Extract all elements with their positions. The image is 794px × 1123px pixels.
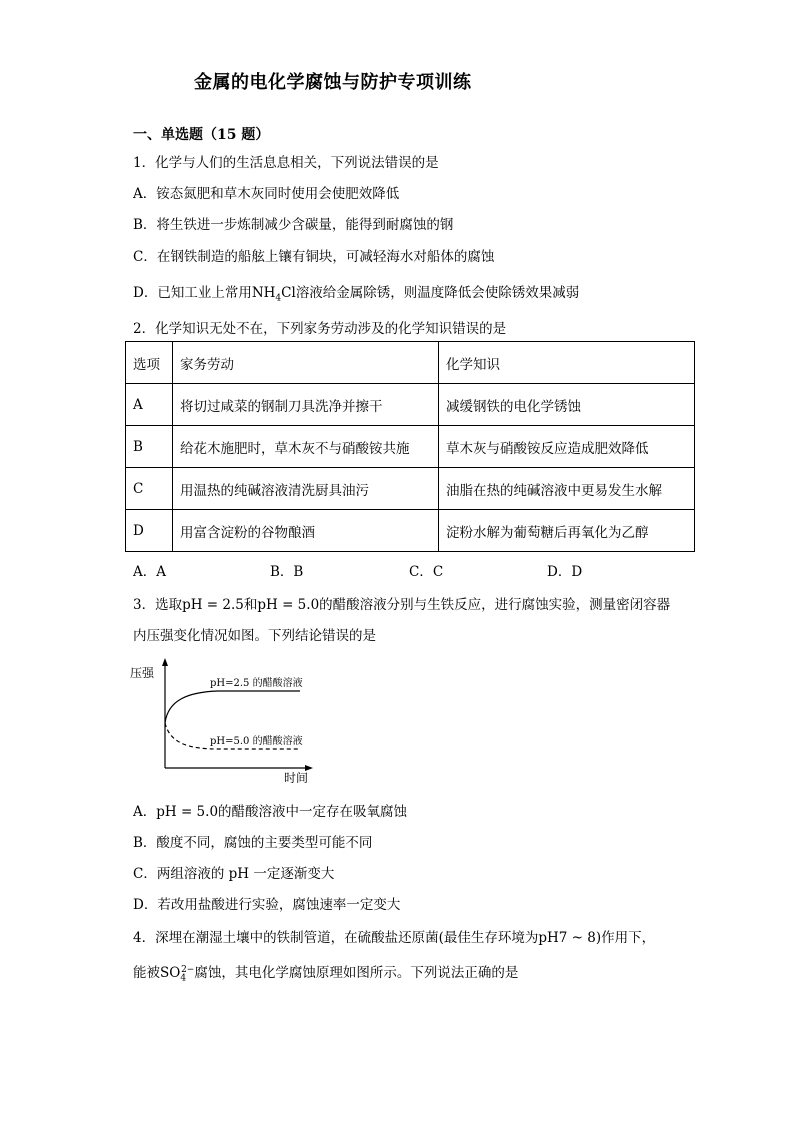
table-row (126, 510, 695, 552)
q3-stem-line2: 内压强变化情况如图。下列结论错误的是 (133, 628, 376, 644)
q2-option-c: C．C (409, 564, 444, 580)
q2-option-d: D．D (547, 564, 583, 580)
q2-table (125, 341, 695, 552)
ph-range: pH7 ~ 8 (538, 930, 596, 946)
table-row (126, 426, 695, 468)
cell-chore: 给花木施肥时，草木灰不与硝酸铵共施 (173, 426, 439, 468)
ph-value-1: pH = 2.5 (182, 597, 244, 613)
nh4cl-formula: $NH_4Cl$ (251, 285, 296, 304)
ph-value-2: pH = 5.0 (257, 597, 320, 613)
cell-knowledge: 油脂在热的纯碱溶液中更易发生水解 (439, 468, 695, 510)
cell-knowledge: 减缓钢铁的电化学锈蚀 (439, 384, 695, 426)
cell-knowledge: 草木灰与硝酸铵反应造成肥效降低 (439, 426, 695, 468)
q1-option-a: A．铵态氮肥和草木灰同时使用会使肥效降低 (133, 186, 400, 202)
q3-option-d: D．若改用盐酸进行实验，腐蚀速率一定变大 (133, 897, 401, 913)
cell-option: B (126, 426, 173, 468)
cell-option: C (126, 468, 173, 510)
q1-d-suffix: 溶液给金属除锈，则温度降低会使除锈效果减弱 (295, 285, 580, 301)
header-option: 选项 (126, 342, 173, 384)
pressure-time-chart (128, 655, 318, 783)
q4-stem-line1: 4．深埋在潮湿土壤中的铁制管道，在硫酸盐还原菌(最佳生存环境为pH7 ~ 8)作用下， (133, 930, 656, 946)
page-title: 金属的电化学腐蚀与防护专项训练 (194, 72, 472, 93)
q3-option-c: C．两组溶液的 pH 一定逐渐变大 (133, 866, 335, 882)
series-label-ph25: pH=2.5 的醋酸溶液 (210, 678, 303, 689)
q2-option-a: A．A (133, 564, 166, 580)
cell-knowledge: 淀粉水解为葡萄糖后再氧化为乙醇 (439, 510, 695, 552)
q1-d-prefix: D．已知工业上常用 (133, 285, 252, 301)
q1-option-c: C．在钢铁制造的船舷上镶有铜块，可减轻海水对船体的腐蚀 (133, 249, 495, 265)
x-axis-label: 时间 (284, 771, 309, 783)
header-knowledge: 化学知识 (439, 342, 695, 384)
q3-option-b: B．酸度不同，腐蚀的主要类型可能不同 (133, 835, 373, 851)
sulfate-ion-formula: $SO_4^{2-}$ (160, 964, 195, 984)
y-axis-label: 压强 (130, 666, 155, 680)
cell-option: A (126, 384, 173, 426)
cell-chore: 用温热的纯碱溶液清洗厨具油污 (173, 468, 439, 510)
q1-option-d (133, 281, 579, 304)
table-row (126, 468, 695, 510)
y-axis-arrow (162, 658, 168, 666)
q1-stem: 1．化学与人们的生活息息相关，下列说法错误的是 (133, 155, 439, 171)
q1-option-b: B．将生铁进一步炼制减少含碳量，能得到耐腐蚀的钢 (133, 217, 454, 233)
q2-stem: 2．化学知识无处不在，下列家务劳动涉及的化学知识错误的是 (133, 321, 507, 337)
table-row (126, 384, 695, 426)
cell-chore: 用富含淀粉的谷物酿酒 (173, 510, 439, 552)
q3-option-a: A．pH = 5.0的醋酸溶液中一定存在吸氧腐蚀 (133, 804, 408, 820)
header-chore: 家务劳动 (173, 342, 439, 384)
series-label-ph50: pH=5.0 的醋酸溶液 (210, 736, 303, 747)
series-line-ph25 (165, 691, 300, 723)
q4-stem-line2: 能被$SO_4^{2-}$腐蚀，其电化学腐蚀原理如图所示。下列说法正确的是 (133, 964, 519, 984)
cell-chore: 将切过咸菜的钢制刀具洗净并擦干 (173, 384, 439, 426)
section-heading: 一、单选题（15 题） (133, 127, 270, 143)
q3-stem-line1: 3．选取pH = 2.5和pH = 5.0的醋酸溶液分别与生铁反应，进行腐蚀实验，测量密闭容器 (133, 597, 671, 613)
q2-option-b: B．B (270, 564, 304, 580)
ph-value-a: pH = 5.0 (156, 804, 219, 820)
cell-option: D (126, 510, 173, 552)
table-header-row (126, 342, 695, 384)
